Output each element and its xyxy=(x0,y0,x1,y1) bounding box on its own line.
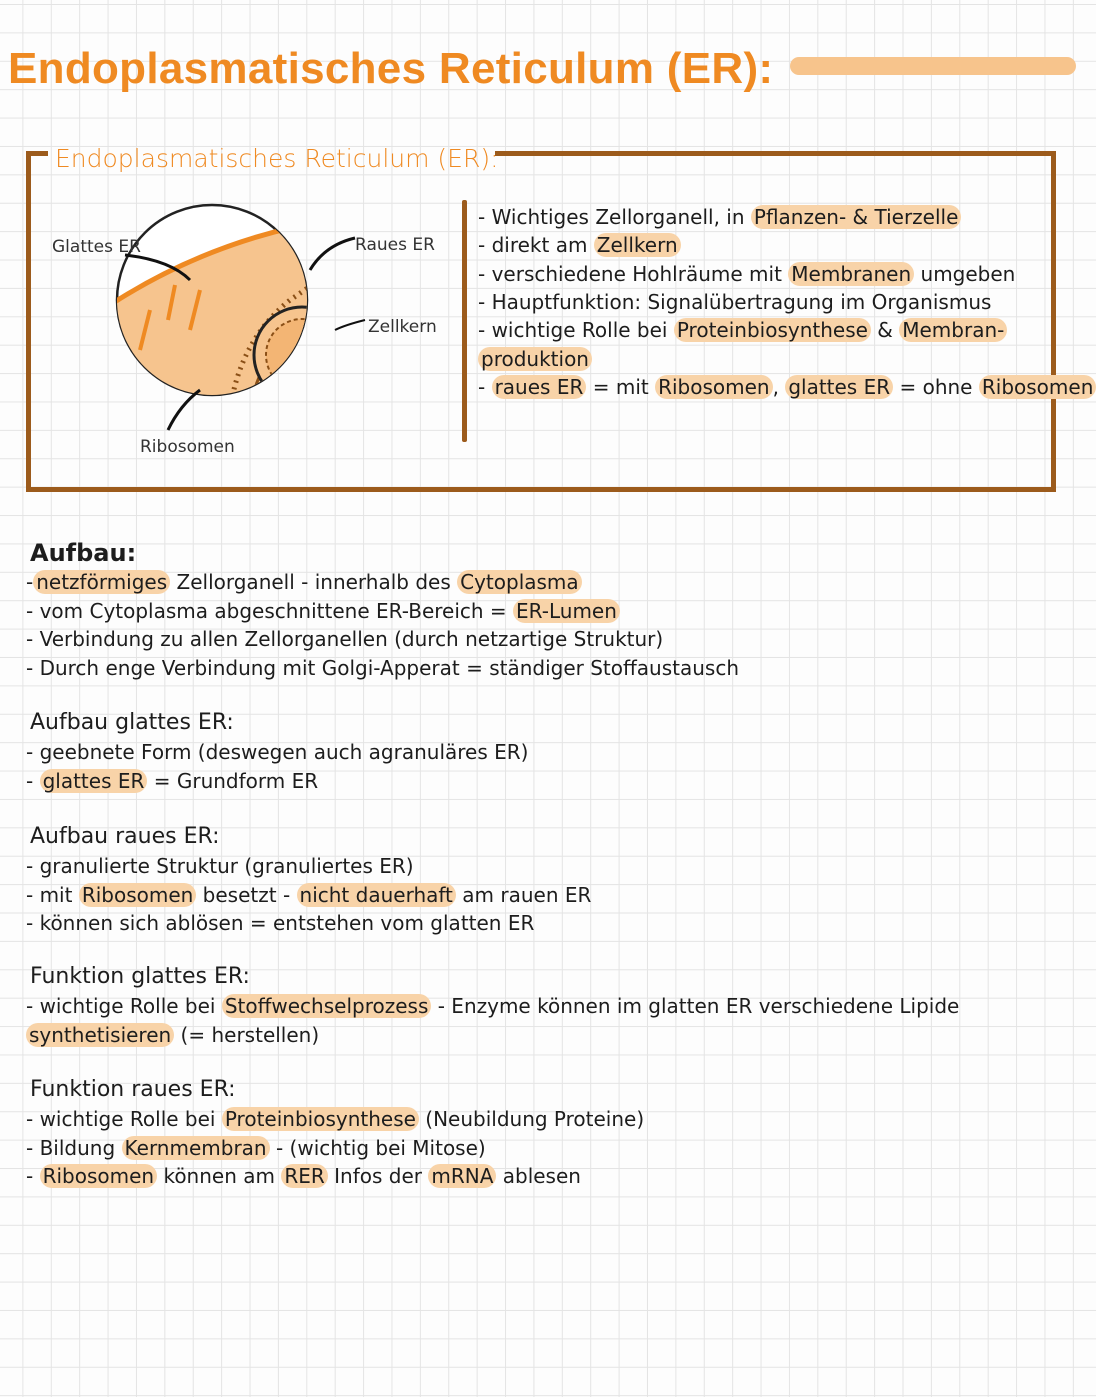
text-segment: - wichtige Rolle bei xyxy=(478,318,674,343)
highlighted-term: mRNA xyxy=(428,1164,496,1188)
text-segment: besetzt - xyxy=(196,882,297,907)
text-segment: umgeben xyxy=(914,261,1016,286)
highlighted-term: produktion xyxy=(478,347,592,371)
text-segment: - können sich ablösen = entstehen vom glatten ER xyxy=(26,911,535,935)
text-segment: - wichtige Rolle bei xyxy=(26,994,222,1018)
note-line xyxy=(26,1022,319,1048)
label-glattes-er: Glattes ER xyxy=(52,237,141,257)
label-raues-er: Raues ER xyxy=(355,235,435,255)
note-line xyxy=(26,768,318,794)
highlighted-term: synthetisieren xyxy=(26,1023,174,1047)
text-segment: - mit xyxy=(26,882,79,907)
text-segment: - granulierte Struktur (granuliertes ER) xyxy=(26,854,414,878)
text-segment: - (wichtig bei Mitose) xyxy=(269,1135,486,1160)
text-segment: , xyxy=(772,374,786,399)
highlighted-term: Zellkern xyxy=(594,233,681,257)
box-subtitle: Endoplasmatisches Reticulum (ER): xyxy=(55,144,499,173)
text-segment: & xyxy=(870,318,900,343)
highlighted-term: Cytoplasma xyxy=(457,570,582,594)
title-underline-bar xyxy=(790,57,1076,75)
text-segment: am rauen ER xyxy=(455,882,592,907)
er-diagram xyxy=(40,190,460,470)
highlighted-term: Ribosomen xyxy=(40,1164,158,1188)
text-segment: - Verbindung zu allen Zellorganellen (durch netzartige Struktur) xyxy=(26,627,664,651)
highlighted-term: Stoffwechselprozess xyxy=(222,994,432,1018)
note-line xyxy=(26,853,414,879)
divider-line xyxy=(462,200,467,442)
highlighted-term: nicht dauerhaft xyxy=(297,883,456,907)
bullet-item xyxy=(478,374,1096,400)
text-segment: - geebnete Form (deswegen auch agranuläres ER) xyxy=(26,740,529,764)
highlighted-term: Ribosomen xyxy=(79,883,197,907)
section-heading: Funktion glattes ER: xyxy=(30,964,250,989)
text-segment: - Enzyme können im glatten ER verschiedene Lipide xyxy=(431,994,960,1018)
bullet-item xyxy=(478,204,961,230)
frame-top-right xyxy=(495,151,1051,156)
note-line xyxy=(26,1163,581,1189)
text-segment: können am xyxy=(157,1164,282,1188)
bullet-item xyxy=(478,289,991,315)
frame-top-left xyxy=(26,151,48,156)
highlighted-term: Ribosomen xyxy=(979,375,1096,399)
highlighted-term: raues ER xyxy=(492,375,587,399)
note-line xyxy=(26,739,528,765)
pointer-ribosomen xyxy=(168,390,200,430)
bullet-item xyxy=(478,317,1007,343)
highlighted-term: Proteinbiosynthese xyxy=(222,1107,419,1131)
section-heading: Aufbau glattes ER: xyxy=(30,710,234,735)
text-segment: - Hauptfunktion: Signalübertragung im Organismus xyxy=(478,289,992,314)
text-segment: - xyxy=(26,768,40,793)
text-segment: (Neubildung Proteine) xyxy=(418,1107,645,1131)
highlighted-term: RER xyxy=(281,1164,327,1188)
label-zellkern: Zellkern xyxy=(368,317,437,337)
section-heading: Aufbau raues ER: xyxy=(30,824,220,849)
text-segment: = mit xyxy=(586,374,656,399)
text-segment: Infos der xyxy=(327,1164,429,1188)
highlighted-term: Proteinbiosynthese xyxy=(674,318,871,342)
note-line xyxy=(26,655,739,681)
text-segment: - direkt am xyxy=(478,233,594,258)
highlighted-term: Membran- xyxy=(899,318,1007,342)
bullet-item xyxy=(478,261,1015,287)
note-line xyxy=(26,882,591,908)
note-line xyxy=(26,1106,644,1132)
text-segment: ablesen xyxy=(496,1164,581,1188)
highlighted-term: Kernmembran xyxy=(122,1136,270,1160)
text-segment: - Durch enge Verbindung mit Golgi-Apperat = ständiger Stoffaustausch xyxy=(26,655,740,680)
text-segment: - wichtige Rolle bei xyxy=(26,1107,222,1131)
pointer-raues xyxy=(310,238,355,270)
highlighted-term: netzförmiges xyxy=(33,570,170,594)
bullet-item xyxy=(478,346,592,372)
text-segment: Zellorganell - innerhalb des xyxy=(170,570,458,594)
text-segment: - xyxy=(478,374,492,399)
label-ribosomen: Ribosomen xyxy=(140,437,235,457)
text-segment: - xyxy=(26,570,34,594)
text-segment: = ohne xyxy=(893,374,979,399)
bullet-item xyxy=(478,232,681,258)
note-line xyxy=(26,993,959,1019)
note-line xyxy=(26,1135,486,1161)
text-segment: - Wichtiges Zellorganell, in xyxy=(478,205,751,229)
highlighted-term: Ribosomen xyxy=(655,375,773,399)
highlighted-term: glattes ER xyxy=(40,769,148,793)
highlighted-term: Pflanzen- & Tierzelle xyxy=(751,205,962,229)
text-segment: - verschiedene Hohlräume mit xyxy=(478,261,789,286)
note-line xyxy=(26,569,582,595)
highlighted-term: glattes ER xyxy=(785,375,893,399)
text-segment: = Grundform ER xyxy=(147,768,319,793)
text-segment: - Bildung xyxy=(26,1135,122,1160)
pointer-zellkern xyxy=(335,320,365,330)
note-line xyxy=(26,626,663,652)
text-segment: - xyxy=(26,1164,40,1188)
note-line xyxy=(26,598,620,624)
page-title: Endoplasmatisches Reticulum (ER): xyxy=(8,44,774,93)
note-line xyxy=(26,910,534,936)
highlighted-term: ER-Lumen xyxy=(513,599,620,623)
text-segment: - vom Cytoplasma abgeschnittene ER-Bereich = xyxy=(26,598,514,623)
section-heading: Aufbau: xyxy=(30,539,137,567)
text-segment: (= herstellen) xyxy=(174,1022,320,1047)
section-heading: Funktion raues ER: xyxy=(30,1077,236,1102)
highlighted-term: Membranen xyxy=(788,262,914,286)
